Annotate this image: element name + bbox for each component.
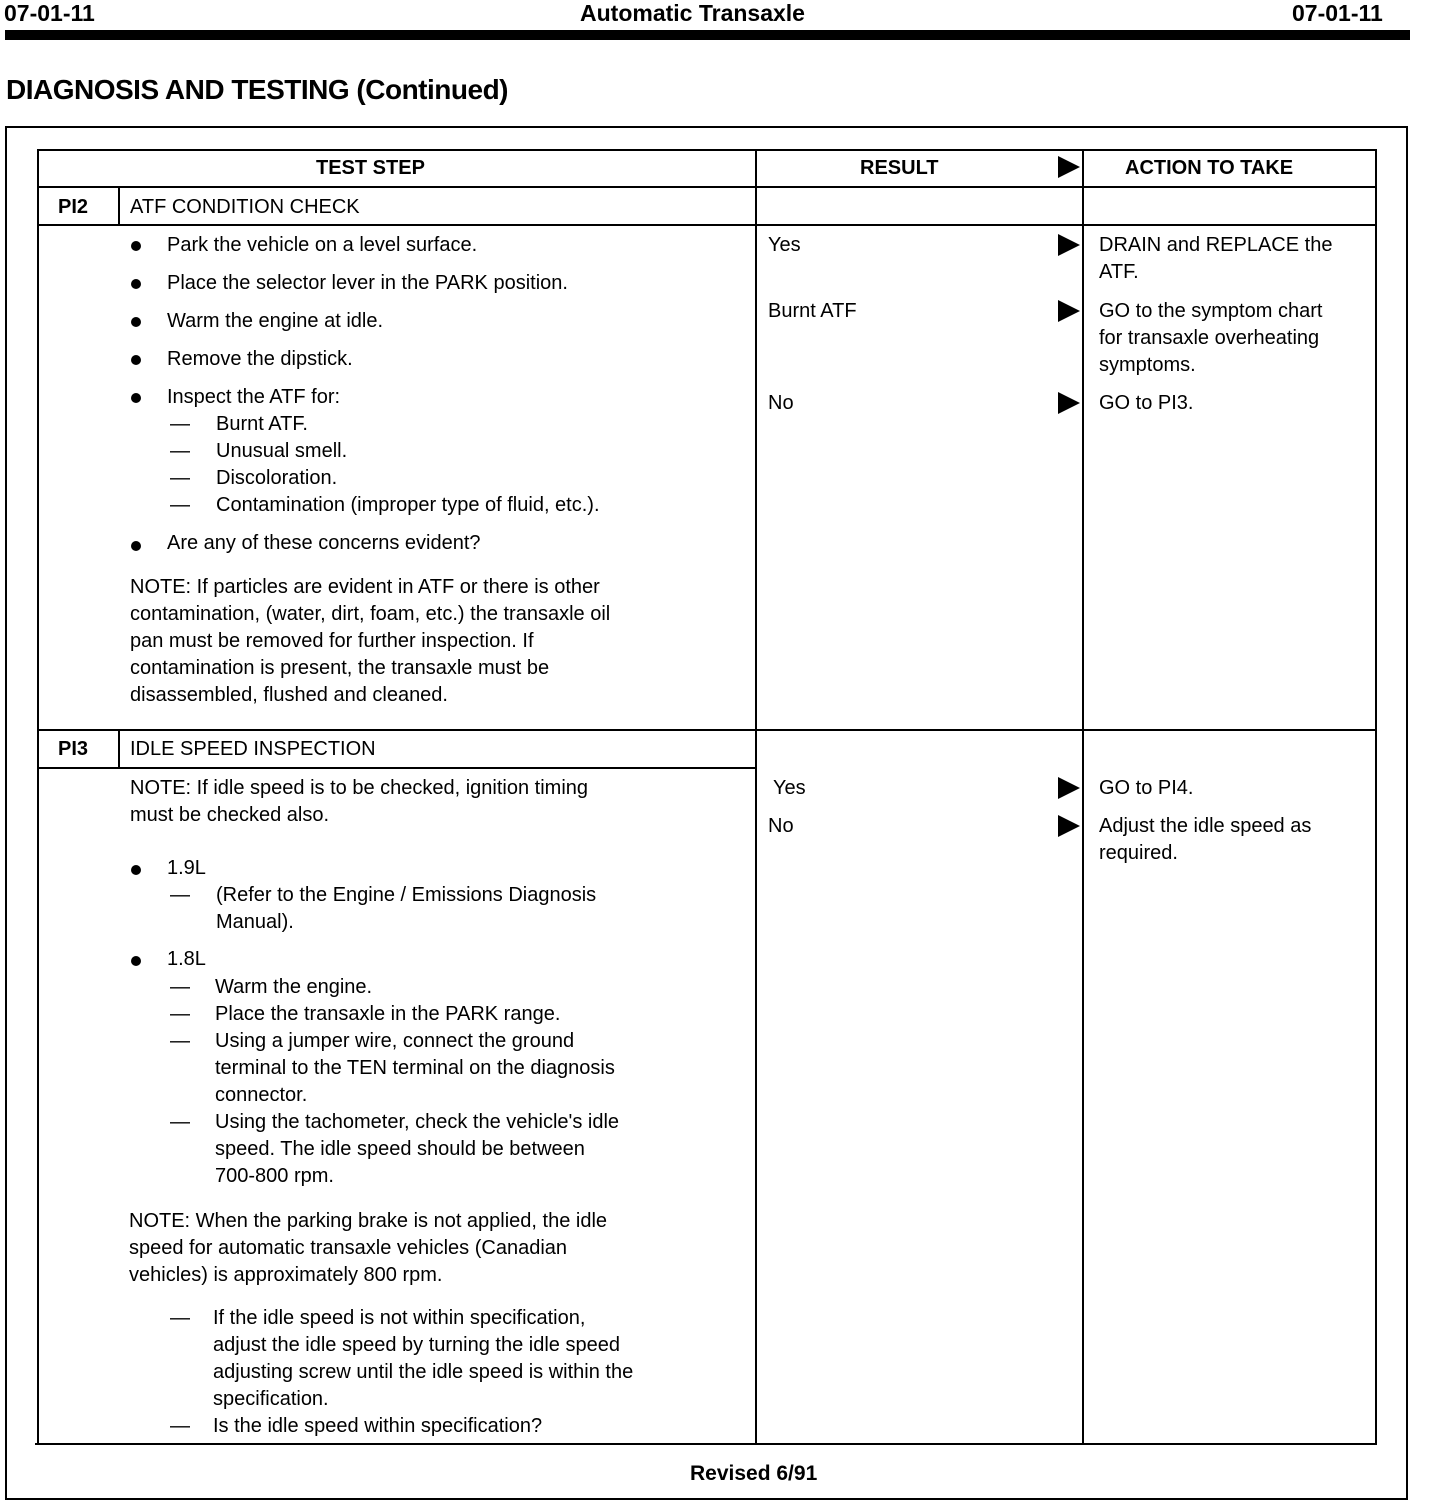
note-line: speed for automatic transaxle vehicles (Canadian bbox=[129, 1237, 568, 1259]
dash: — bbox=[170, 467, 190, 489]
table-rule bbox=[37, 149, 39, 1445]
bullet-icon bbox=[131, 279, 141, 289]
page-number-left: 07-01-11 bbox=[4, 0, 95, 26]
arrow-icon bbox=[1058, 300, 1080, 322]
arrow-icon bbox=[1058, 392, 1080, 414]
test-step-item: Remove the dipstick. bbox=[167, 348, 353, 370]
action-text: GO to PI3. bbox=[1099, 392, 1194, 414]
test-step-subitem: Contamination (improper type of fluid, etc.). bbox=[216, 494, 600, 516]
action-text: symptoms. bbox=[1099, 354, 1196, 376]
test-step-subitem: Manual). bbox=[216, 911, 294, 933]
result-label: No bbox=[768, 392, 794, 414]
bullet-icon bbox=[131, 865, 141, 875]
table-rule bbox=[37, 767, 755, 769]
bullet-icon bbox=[131, 355, 141, 365]
dash: — bbox=[170, 494, 190, 516]
test-step-subitem: 700-800 rpm. bbox=[215, 1165, 334, 1187]
table-rule bbox=[37, 729, 1377, 731]
arrow-icon bbox=[1058, 777, 1080, 799]
dash: — bbox=[170, 976, 190, 998]
note-line: NOTE: If particles are evident in ATF or there is other bbox=[130, 576, 600, 598]
test-step-item: Are any of these concerns evident? bbox=[167, 532, 481, 554]
column-header-test-step: TEST STEP bbox=[316, 157, 425, 179]
note-line: pan must be removed for further inspection. If bbox=[130, 630, 534, 652]
step-name: ATF CONDITION CHECK bbox=[130, 196, 360, 218]
test-step-subitem: adjusting screw until the idle speed is within the bbox=[213, 1361, 634, 1383]
table-rule bbox=[118, 729, 120, 769]
table-rule bbox=[37, 149, 1377, 151]
test-step-item: Place the selector lever in the PARK position. bbox=[167, 272, 568, 294]
test-step-subitem: adjust the idle speed by turning the idle speed bbox=[213, 1334, 620, 1356]
test-step-item: Inspect the ATF for: bbox=[167, 386, 341, 408]
test-step-subitem: Unusual smell. bbox=[216, 440, 348, 462]
test-step-subitem: speed. The idle speed should be between bbox=[215, 1138, 585, 1160]
dash: — bbox=[170, 413, 190, 435]
dash: — bbox=[170, 1307, 190, 1329]
test-step-subitem: terminal to the TEN terminal on the diagnosis bbox=[215, 1057, 615, 1079]
dash: — bbox=[170, 884, 190, 906]
action-text: required. bbox=[1099, 842, 1178, 864]
table-rule bbox=[35, 1443, 1375, 1445]
arrow-icon bbox=[1058, 156, 1080, 178]
test-step-subitem: Discoloration. bbox=[216, 467, 338, 489]
test-step-subitem: Using the tachometer, check the vehicle's idle bbox=[215, 1111, 620, 1133]
result-label: Burnt ATF bbox=[768, 300, 857, 322]
action-text: ATF. bbox=[1099, 261, 1139, 283]
test-step-subitem: Burnt ATF. bbox=[216, 413, 308, 435]
arrow-icon bbox=[1058, 234, 1080, 256]
action-text: GO to PI4. bbox=[1099, 777, 1194, 799]
test-step-item: Warm the engine at idle. bbox=[167, 310, 384, 332]
note-line: contamination is present, the transaxle must be bbox=[130, 657, 550, 679]
dash: — bbox=[170, 440, 190, 462]
action-text: DRAIN and REPLACE the bbox=[1099, 234, 1333, 256]
bullet-icon bbox=[131, 541, 141, 551]
table-rule bbox=[37, 224, 1377, 226]
arrow-icon bbox=[1058, 815, 1080, 837]
column-header-action: ACTION TO TAKE bbox=[1125, 157, 1294, 179]
bullet-icon bbox=[131, 317, 141, 327]
test-step-subitem: specification. bbox=[213, 1388, 329, 1410]
table-rule bbox=[1375, 149, 1377, 1445]
header-rule bbox=[5, 30, 1410, 40]
result-label: Yes bbox=[773, 777, 806, 799]
note-line: NOTE: If idle speed is to be checked, ignition timing bbox=[130, 777, 589, 799]
note-line: vehicles) is approximately 800 rpm. bbox=[129, 1264, 443, 1286]
action-text: for transaxle overheating bbox=[1099, 327, 1320, 349]
table-rule bbox=[755, 149, 757, 1445]
step-id: PI3 bbox=[58, 738, 89, 760]
section-title: Automatic Transaxle bbox=[580, 0, 805, 26]
note-line: must be checked also. bbox=[130, 804, 329, 826]
page-title: DIAGNOSIS AND TESTING (Continued) bbox=[6, 74, 508, 105]
dash: — bbox=[170, 1003, 190, 1025]
result-label: No bbox=[768, 815, 794, 837]
dash: — bbox=[170, 1030, 190, 1052]
test-step-item: Park the vehicle on a level surface. bbox=[167, 234, 478, 256]
action-text: Adjust the idle speed as bbox=[1099, 815, 1312, 837]
test-step-subitem: If the idle speed is not within specification, bbox=[213, 1307, 586, 1329]
table-rule bbox=[37, 186, 1377, 188]
page-number-right: 07-01-11 bbox=[1292, 0, 1383, 26]
table-rule bbox=[118, 186, 120, 226]
test-step-item: 1.9L bbox=[167, 857, 206, 879]
step-id: PI2 bbox=[58, 196, 89, 218]
bullet-icon bbox=[131, 393, 141, 403]
test-step-subitem: Is the idle speed within specification? bbox=[213, 1415, 543, 1437]
test-step-subitem: Warm the engine. bbox=[215, 976, 373, 998]
test-step-subitem: Using a jumper wire, connect the ground bbox=[215, 1030, 575, 1052]
dash: — bbox=[170, 1111, 190, 1133]
bullet-icon bbox=[131, 241, 141, 251]
action-text: GO to the symptom chart bbox=[1099, 300, 1323, 322]
bullet-icon bbox=[131, 956, 141, 966]
test-step-item: 1.8L bbox=[167, 948, 206, 970]
note-line: NOTE: When the parking brake is not applied, the idle bbox=[129, 1210, 608, 1232]
step-name: IDLE SPEED INSPECTION bbox=[130, 738, 376, 760]
revision-footer: Revised 6/91 bbox=[690, 1462, 818, 1485]
dash: — bbox=[170, 1415, 190, 1437]
test-step-subitem: connector. bbox=[215, 1084, 308, 1106]
table-rule bbox=[1082, 149, 1084, 1445]
note-line: disassembled, flushed and cleaned. bbox=[130, 684, 448, 706]
column-header-result: RESULT bbox=[860, 157, 939, 179]
note-line: contamination, (water, dirt, foam, etc.) the transaxle oil bbox=[130, 603, 611, 625]
test-step-subitem: (Refer to the Engine / Emissions Diagnosis bbox=[216, 884, 597, 906]
result-label: Yes bbox=[768, 234, 801, 256]
test-step-subitem: Place the transaxle in the PARK range. bbox=[215, 1003, 561, 1025]
